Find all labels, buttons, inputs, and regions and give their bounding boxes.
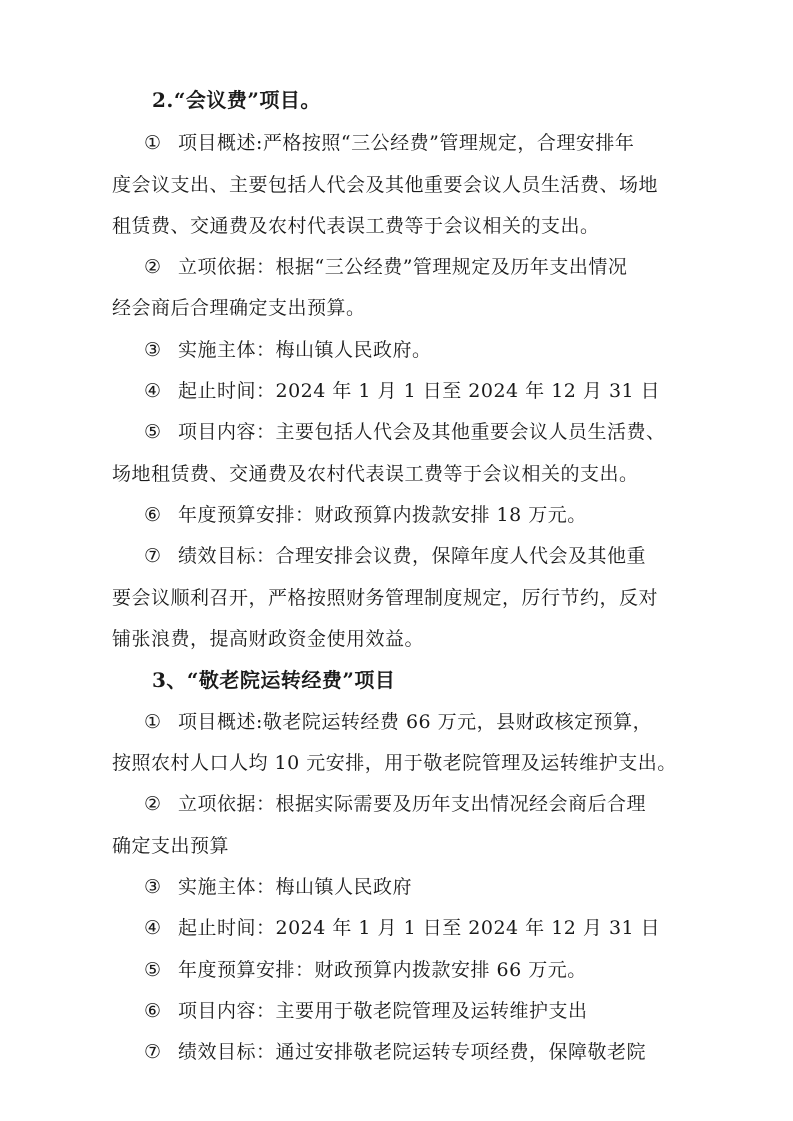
s3-item6-line1 [144,999,588,1023]
s2-item1-text1: 项目概述:严格按照“三公经费”管理规定，合理安排年 [178,132,635,154]
s2-item5-marker: ⑤ [144,421,162,443]
s2-item1-marker: ① [144,132,162,154]
s3-item3-marker: ③ [144,876,162,898]
s2-item1-line2: 度会议支出、主要包括人代会及其他重要会议人员生活费、场地 [112,174,659,196]
s3-item7-text1: 绩效目标：通过安排敬老院运转专项经费，保障敬老院 [178,1041,647,1063]
s3-item2-text1: 立项依据：根据实际需要及历年支出情况经会商后合理 [178,793,647,815]
s3-item7-marker: ⑦ [144,1041,162,1063]
s2-item5-line1 [144,420,666,444]
s3-item1-text1: 项目概述:敬老院运转经费 66 万元，县财政核定预算， [178,711,653,733]
s3-item7-line1 [144,1040,646,1064]
section2-heading: 2.“会议费”项目。 [152,88,321,112]
s2-item7-line2: 要会议顺利召开，严格按照财务管理制度规定，厉行节约，反对 [112,587,659,609]
s2-item4-line1 [144,379,660,403]
s3-item5-line1 [144,958,587,982]
s3-item1-line1 [144,710,652,734]
s2-item6-line1 [144,503,587,527]
s2-item3-line1 [144,338,432,362]
s2-item7-line3: 铺张浪费，提高财政资金使用效益。 [112,628,425,650]
s3-item4-marker: ④ [144,917,162,939]
s3-item1-marker: ① [144,711,162,733]
s3-item2-marker: ② [144,793,162,815]
s3-item3-text1: 实施主体：梅山镇人民政府 [178,876,413,898]
s3-item5-text1: 年度预算安排：财政预算内拨款安排 66 万元。 [178,959,587,981]
s2-item6-text1: 年度预算安排：财政预算内拨款安排 18 万元。 [178,504,587,526]
s3-item4-line1 [144,916,660,940]
s2-item2-text1: 立项依据：根据“三公经费”管理规定及历年支出情况 [178,256,628,278]
s2-item4-text1: 起止时间：2024 年 1 月 1 日至 2024 年 12 月 31 日 [178,380,661,402]
s2-item1-line1 [144,131,634,155]
s3-item4-text1: 起止时间：2024 年 1 月 1 日至 2024 年 12 月 31 日 [178,917,661,939]
s3-item2-line1 [144,792,646,816]
s2-item7-line1 [144,544,646,568]
s2-item7-text1: 绩效目标：合理安排会议费，保障年度人代会及其他重 [178,545,647,567]
s2-item3-text1: 实施主体：梅山镇人民政府。 [178,339,432,361]
s2-item1-line3: 租赁费、交通费及农村代表误工费等于会议相关的支出。 [112,215,600,237]
section3-heading: 3、“敬老院运转经费”项目 [152,668,396,692]
s2-item2-line2: 经会商后合理确定支出预算。 [112,297,366,319]
s2-item2-line1 [144,255,627,279]
s3-item6-marker: ⑥ [144,1000,162,1022]
s3-item6-text1: 项目内容：主要用于敬老院管理及运转维护支出 [178,1000,588,1022]
s3-item5-marker: ⑤ [144,959,162,981]
s2-item3-marker: ③ [144,339,162,361]
s3-item1-line2: 按照农村人口人均 10 元安排，用于敬老院管理及运转维护支出。 [112,752,677,774]
s2-item6-marker: ⑥ [144,504,162,526]
s2-item7-marker: ⑦ [144,545,162,567]
s2-item4-marker: ④ [144,380,162,402]
s3-item2-line2: 确定支出预算 [112,835,230,857]
s2-item2-marker: ② [144,256,162,278]
s2-item5-text1: 项目内容：主要包括人代会及其他重要会议人员生活费、 [178,421,666,443]
s2-item5-line2: 场地租赁费、交通费及农村代表误工费等于会议相关的支出。 [112,463,639,485]
s3-item3-line1 [144,875,412,899]
